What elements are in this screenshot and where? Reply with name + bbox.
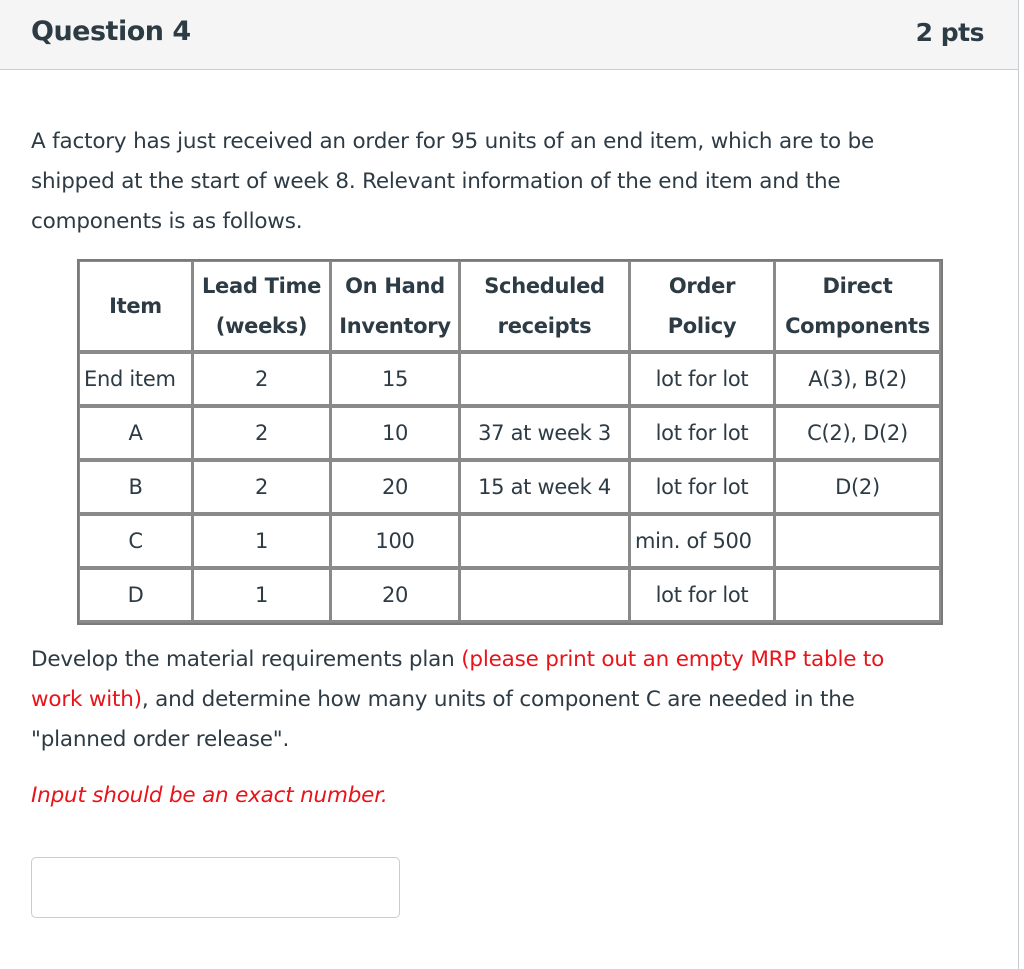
- instructions-line-2: [31, 680, 991, 720]
- col-header-item: Item: [79, 261, 193, 353]
- intro-line-3: components is as follows.: [31, 209, 303, 234]
- table-row: [79, 353, 941, 407]
- table-row: [79, 407, 941, 461]
- cell-item: C: [79, 515, 193, 569]
- intro-line-2: shipped at the start of week 8. Relevant information of the end item and the: [31, 169, 841, 194]
- cell-sched: [460, 353, 630, 407]
- cell-policy: min. of 500: [630, 515, 775, 569]
- cell-item: D: [79, 569, 193, 623]
- cell-components: D(2): [775, 461, 941, 515]
- col-header-scheduled: Scheduled receipts: [460, 261, 630, 353]
- item-info-table: [77, 259, 943, 625]
- input-note: Input should be an exact number.: [31, 783, 388, 808]
- col-header-direct-components: Direct Components: [775, 261, 941, 353]
- table-header-row: [79, 261, 941, 353]
- question-title: Question 4: [31, 16, 191, 47]
- cell-sched: 37 at week 3: [460, 407, 630, 461]
- cell-lead: 2: [193, 407, 331, 461]
- instructions-text: Develop the material requirements plan: [31, 647, 462, 672]
- col-header-on-hand: On Hand Inventory: [331, 261, 460, 353]
- instructions-line-1: [31, 640, 991, 680]
- cell-lead: 2: [193, 353, 331, 407]
- cell-onhand: 20: [331, 461, 460, 515]
- cell-lead: 1: [193, 569, 331, 623]
- cell-onhand: 100: [331, 515, 460, 569]
- cell-item: End item: [79, 353, 193, 407]
- intro-line-1: A factory has just received an order for 95 units of an end item, which are to be: [31, 129, 875, 154]
- question-points: 2 pts: [915, 18, 984, 47]
- table-row: [79, 515, 941, 569]
- cell-item: B: [79, 461, 193, 515]
- cell-policy: lot for lot: [630, 569, 775, 623]
- cell-sched: [460, 569, 630, 623]
- cell-policy: lot for lot: [630, 461, 775, 515]
- col-header-order-policy: Order Policy: [630, 261, 775, 353]
- cell-lead: 2: [193, 461, 331, 515]
- question-instructions: [31, 640, 991, 760]
- instructions-text: , and determine how many units of component C are needed in the: [141, 687, 855, 712]
- instructions-red-text: work with): [31, 687, 142, 712]
- cell-sched: [460, 515, 630, 569]
- cell-onhand: 15: [331, 353, 460, 407]
- cell-policy: lot for lot: [630, 407, 775, 461]
- cell-sched: 15 at week 4: [460, 461, 630, 515]
- cell-components: [775, 515, 941, 569]
- table-row: [79, 461, 941, 515]
- instructions-line-3: "planned order release".: [31, 727, 290, 752]
- instructions-red-text: (please print out an empty MRP table to: [461, 647, 885, 672]
- cell-onhand: 20: [331, 569, 460, 623]
- cell-components: C(2), D(2): [775, 407, 941, 461]
- table-row: [79, 569, 941, 623]
- cell-item: A: [79, 407, 193, 461]
- question-intro: [31, 122, 991, 242]
- cell-components: A(3), B(2): [775, 353, 941, 407]
- cell-components: [775, 569, 941, 623]
- answer-input[interactable]: [31, 857, 400, 918]
- cell-onhand: 10: [331, 407, 460, 461]
- cell-policy: lot for lot: [630, 353, 775, 407]
- cell-lead: 1: [193, 515, 331, 569]
- col-header-lead-time: Lead Time (weeks): [193, 261, 331, 353]
- question-header: [0, 0, 1018, 70]
